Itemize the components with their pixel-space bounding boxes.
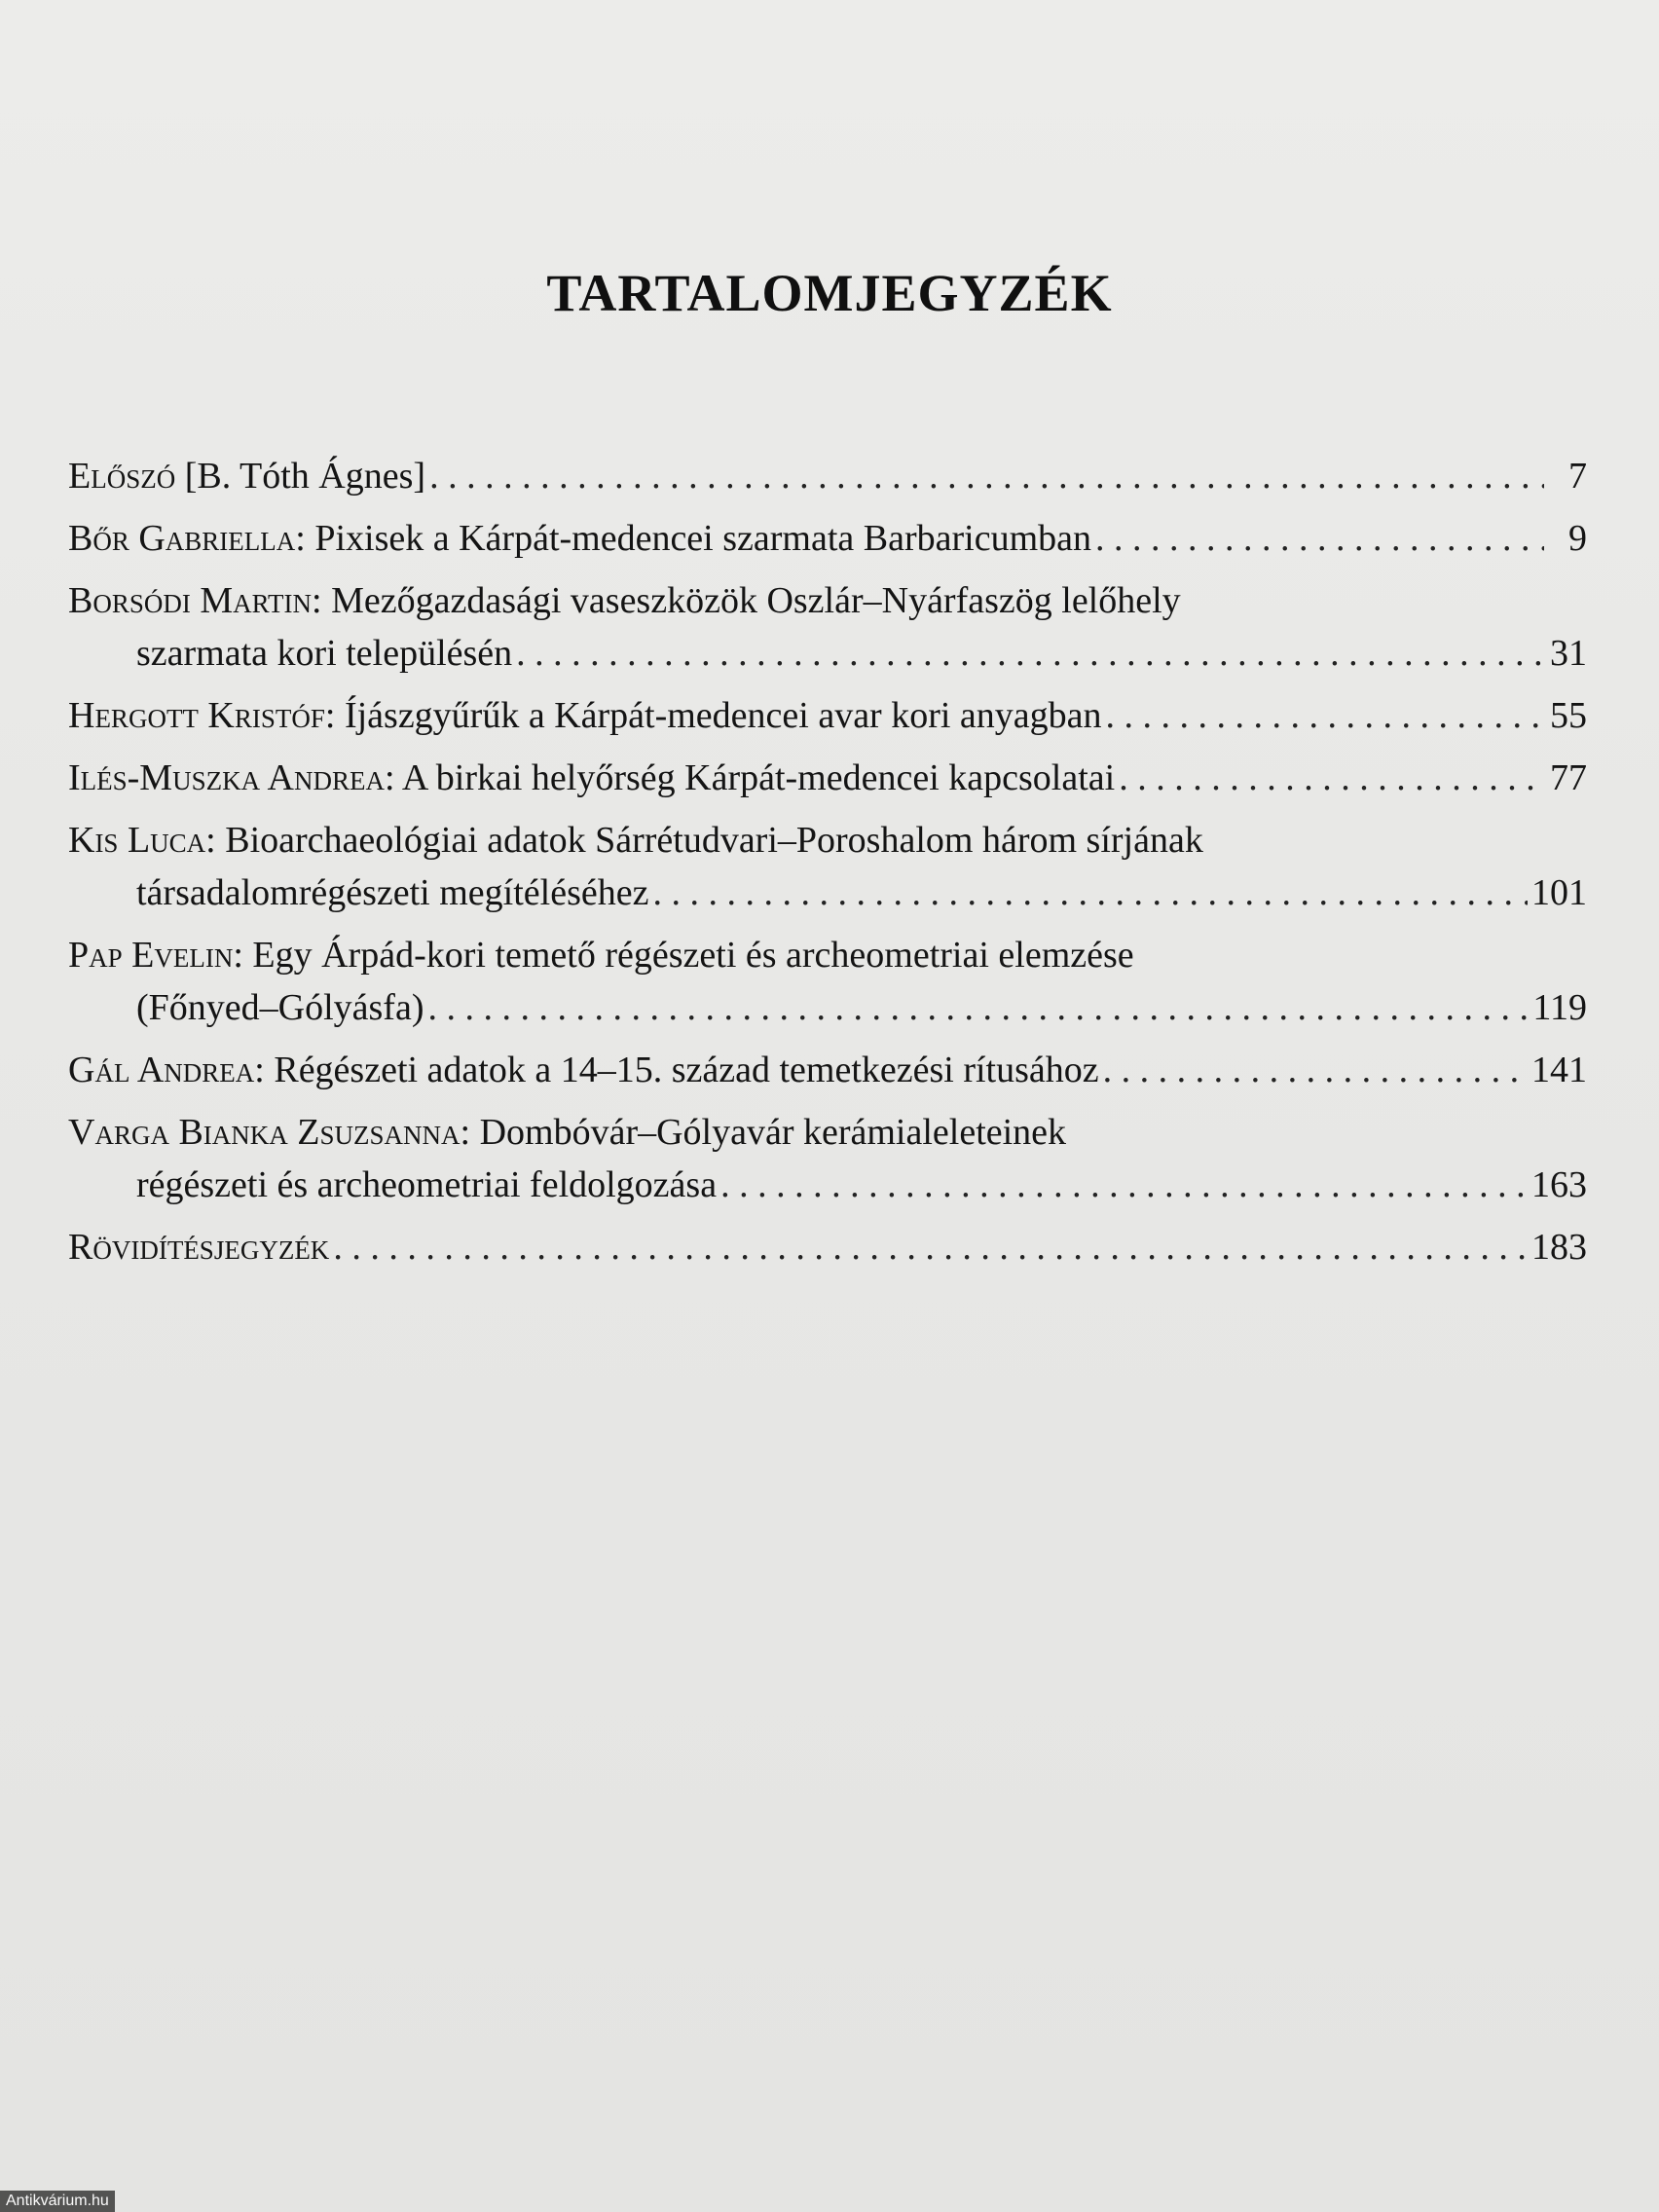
watermark: Antikvárium.hu	[0, 2191, 115, 2212]
dot-leader	[1103, 1044, 1528, 1096]
toc-page-number: 9	[1568, 518, 1587, 559]
toc-author: Ilés-Muszka Andrea:	[68, 757, 395, 798]
toc-page-number: 141	[1531, 1050, 1587, 1090]
toc-author: Rövidítésjegyzék	[68, 1227, 330, 1268]
toc-title: Dombóvár–Gólyavár kerámialeleteinek	[479, 1112, 1067, 1153]
toc-title: Bioarchaeológiai adatok Sárrétudvari–Poroshalom három sírjának	[225, 820, 1203, 861]
toc-page-number: 163	[1531, 1164, 1587, 1205]
toc-page-number: 31	[1550, 633, 1587, 674]
toc-author: Borsódi Martin:	[68, 580, 322, 621]
toc-entry	[68, 512, 1587, 565]
toc-page-number: 7	[1568, 456, 1587, 497]
toc-title-continuation: régészeti és archeometriai feldolgozása	[136, 1164, 718, 1205]
toc-author: Előszó	[68, 456, 176, 497]
dot-leader	[1106, 689, 1544, 742]
dot-leader	[516, 627, 1544, 680]
dot-leader	[720, 1159, 1528, 1211]
toc-title: Mezőgazdasági vaseszközök Oszlár–Nyárfaszög lelőhely	[331, 580, 1181, 621]
toc-title-continuation: társadalomrégészeti megítéléséhez	[136, 872, 649, 913]
toc-title: [B. Tóth Ágnes]	[184, 456, 426, 497]
toc-entry	[68, 814, 1587, 919]
toc-title: Régészeti adatok a 14–15. század temetkezési rítusához	[274, 1050, 1099, 1090]
page-title: TARTALOMJEGYZÉK	[546, 264, 1113, 322]
dot-leader	[427, 981, 1529, 1034]
toc-author: Gál Andrea:	[68, 1050, 265, 1090]
dot-leader	[333, 1221, 1528, 1273]
dot-leader	[1119, 752, 1544, 804]
dot-leader	[429, 450, 1544, 502]
toc-title: Íjászgyűrűk a Kárpát-medencei avar kori anyagban	[344, 695, 1102, 736]
toc-entry	[68, 752, 1587, 804]
toc-author: Varga Bianka Zsuzsanna:	[68, 1112, 471, 1153]
toc-entry	[68, 929, 1587, 1034]
toc-author: Kis Luca:	[68, 820, 216, 861]
toc-entry	[68, 574, 1587, 680]
toc-author: Bőr Gabriella:	[68, 518, 306, 559]
toc-entry	[68, 1044, 1587, 1096]
toc-entry	[68, 1221, 1587, 1273]
toc-page-number: 183	[1531, 1227, 1587, 1268]
toc-page-number: 101	[1531, 872, 1587, 913]
toc-entry	[68, 689, 1587, 742]
toc-title: Pixisek a Kárpát-medencei szarmata Barbaricumban	[314, 518, 1091, 559]
toc-entry	[68, 1106, 1587, 1211]
toc-title-continuation: (Főnyed–Gólyásfa)	[136, 987, 424, 1028]
toc-author: Pap Evelin:	[68, 935, 243, 976]
toc-title: A birkai helyőrség Kárpát-medencei kapcsolatai	[401, 757, 1116, 798]
table-of-contents	[68, 450, 1587, 1283]
toc-page-number: 77	[1550, 757, 1587, 798]
toc-author: Hergott Kristóf:	[68, 695, 336, 736]
toc-page-number: 119	[1532, 987, 1587, 1028]
toc-title-continuation: szarmata kori településén	[136, 633, 513, 674]
toc-entry	[68, 450, 1587, 502]
dot-leader	[1095, 512, 1544, 565]
toc-page-number: 55	[1550, 695, 1587, 736]
toc-title: Egy Árpád-kori temető régészeti és archeometriai elemzése	[252, 935, 1134, 976]
dot-leader	[652, 866, 1528, 919]
